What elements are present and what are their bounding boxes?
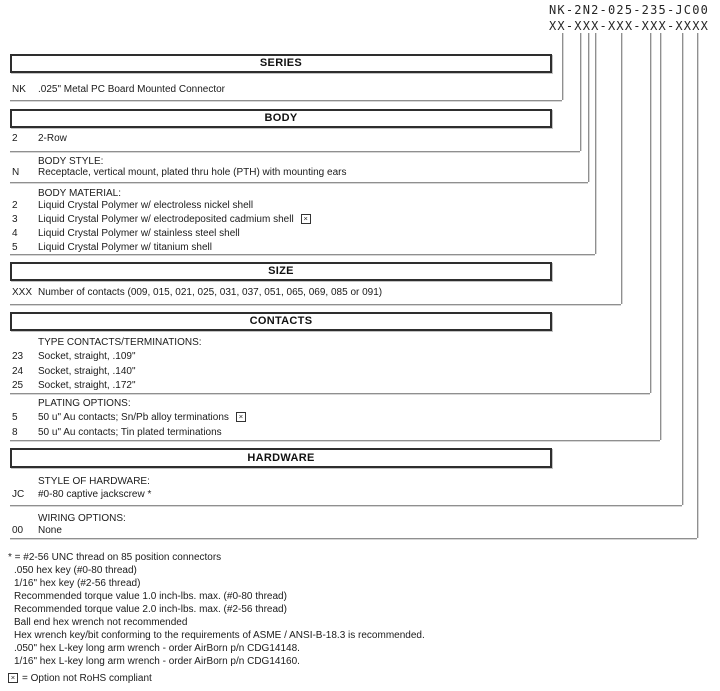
section-header-body xyxy=(10,109,552,128)
option-row xyxy=(12,200,253,211)
option-code: 25 xyxy=(12,380,24,391)
option-code: N xyxy=(12,167,20,178)
option-desc: .025" Metal PC Board Mounted Connector xyxy=(38,84,225,95)
option-desc: #0-80 captive jackscrew * xyxy=(38,489,152,500)
rule-series xyxy=(10,100,562,101)
rule-size xyxy=(10,304,621,305)
footnote-line: Recommended torque value 2.0 inch-lbs. max. (#2-56 thread) xyxy=(14,604,287,615)
option-code: 8 xyxy=(12,427,18,438)
group-label-plating: PLATING OPTIONS: xyxy=(38,398,131,409)
option-desc: None xyxy=(38,525,62,536)
option-code: 2 xyxy=(12,133,18,144)
rule-wiring xyxy=(10,538,697,539)
not-rohs-icon: × xyxy=(301,214,311,224)
option-row xyxy=(12,412,246,423)
option-row xyxy=(12,242,212,253)
rule-body-style xyxy=(10,182,588,183)
section-title: HARDWARE xyxy=(247,452,315,464)
rule-hardware xyxy=(10,505,682,506)
not-rohs-icon: × xyxy=(236,412,246,422)
footnote-line: Hex wrench key/bit conforming to the requirements of ASME / ANSI-B-18.3 is recommended. xyxy=(14,630,425,641)
option-row xyxy=(12,427,222,438)
option-desc: Liquid Crystal Polymer w/ electrodeposited cadmium shell xyxy=(38,214,294,225)
connector-vline-contact-type xyxy=(650,33,651,393)
rule-plating xyxy=(10,440,660,441)
footnote-line: Ball end hex wrench not recommended xyxy=(14,617,188,628)
option-row xyxy=(12,380,136,391)
option-desc: Socket, straight, .109" xyxy=(38,351,136,362)
option-desc: Liquid Crystal Polymer w/ titanium shell xyxy=(38,242,212,253)
footnote-line: .050" hex L-key long arm wrench - order AirBorn p/n CDG14148. xyxy=(14,643,300,654)
part-number-mask: XX-XXX-XXX-XXX-XXXX xyxy=(549,19,710,33)
option-desc: Number of contacts (009, 015, 021, 025, 031, 037, 051, 065, 069, 085 or 091) xyxy=(38,287,383,298)
footnote-line: 1/16" hex L-key long arm wrench - order AirBorn p/n CDG14160. xyxy=(14,656,300,667)
part-number-example: NK-2N2-025-235-JC00 xyxy=(549,3,710,17)
rule-body-material xyxy=(10,254,595,255)
connector-vline-plating xyxy=(660,33,661,440)
option-desc: Socket, straight, .140" xyxy=(38,366,136,377)
section-header-contacts xyxy=(10,312,552,331)
connector-vline-body-style xyxy=(588,33,589,182)
group-label-hardware-style: STYLE OF HARDWARE: xyxy=(38,476,150,487)
section-header-series xyxy=(10,54,552,73)
rule-contact-type xyxy=(10,393,650,394)
option-code: 5 xyxy=(12,242,18,253)
connector-vline-wiring xyxy=(697,33,698,538)
footnote-line: .050 hex key (#0-80 thread) xyxy=(14,565,137,576)
option-code: 2 xyxy=(12,200,18,211)
legend-text: = Option not RoHS compliant xyxy=(22,673,152,684)
connector-vline-size xyxy=(621,33,622,304)
option-code: 4 xyxy=(12,228,18,239)
option-row xyxy=(12,228,240,239)
option-row xyxy=(12,167,346,178)
option-desc: 2-Row xyxy=(38,133,67,144)
option-row xyxy=(12,525,62,536)
section-header-hardware xyxy=(10,448,552,468)
group-label-contact-type: TYPE CONTACTS/TERMINATIONS: xyxy=(38,337,202,348)
not-rohs-icon: × xyxy=(8,673,18,683)
option-desc: Socket, straight, .172" xyxy=(38,380,136,391)
group-label-body-style: BODY STYLE: xyxy=(38,156,104,167)
option-row xyxy=(12,489,151,500)
option-code: JC xyxy=(12,489,25,500)
group-label-body-material: BODY MATERIAL: xyxy=(38,188,121,199)
option-code: 00 xyxy=(12,525,24,536)
option-desc: 50 u" Au contacts; Tin plated terminations xyxy=(38,427,222,438)
option-row xyxy=(12,84,225,95)
section-title: SIZE xyxy=(268,265,294,277)
option-code: 3 xyxy=(12,214,18,225)
footnote-line: * = #2-56 UNC thread on 85 position connectors xyxy=(8,552,222,563)
option-desc: 50 u" Au contacts; Sn/Pb alloy terminations xyxy=(38,412,229,423)
option-row xyxy=(12,366,136,377)
option-desc: Receptacle, vertical mount, plated thru hole (PTH) with mounting ears xyxy=(38,167,347,178)
option-row xyxy=(12,351,136,362)
connector-vline-hardware xyxy=(682,33,683,505)
section-title: BODY xyxy=(264,112,298,124)
rohs-legend xyxy=(8,673,152,684)
option-code: XXX xyxy=(12,287,33,298)
option-desc: Liquid Crystal Polymer w/ stainless steel shell xyxy=(38,228,240,239)
option-code: 23 xyxy=(12,351,24,362)
footnote-line: 1/16" hex key (#2-56 thread) xyxy=(14,578,141,589)
group-label-wiring: WIRING OPTIONS: xyxy=(38,513,126,524)
section-header-size xyxy=(10,262,552,281)
option-desc: Liquid Crystal Polymer w/ electroless nickel shell xyxy=(38,200,254,211)
rule-body-row xyxy=(10,151,580,152)
option-row xyxy=(12,214,311,225)
option-row xyxy=(12,133,67,144)
section-title: SERIES xyxy=(259,57,303,69)
option-code: 24 xyxy=(12,366,24,377)
connector-vline-body-material xyxy=(595,33,596,254)
connector-vline-body-row xyxy=(580,33,581,151)
option-row xyxy=(12,287,382,298)
section-title: CONTACTS xyxy=(249,315,313,327)
connector-vline-series xyxy=(562,33,563,100)
option-code: NK xyxy=(12,84,26,95)
option-code: 5 xyxy=(12,412,18,423)
footnote-line: Recommended torque value 1.0 inch-lbs. max. (#0-80 thread) xyxy=(14,591,287,602)
